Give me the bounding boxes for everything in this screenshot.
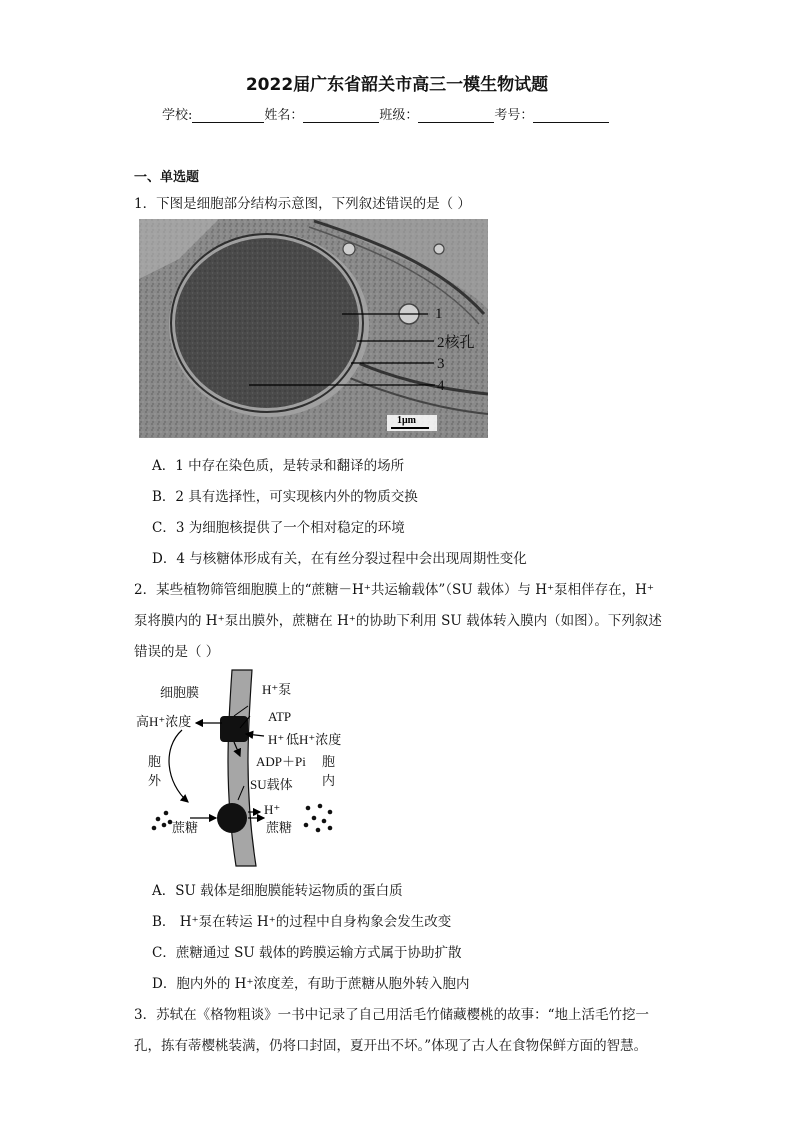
sucrose-dots-outside xyxy=(152,811,173,831)
fig1-label-2: 2核孔 xyxy=(437,335,475,351)
q2-option-a[interactable]: A．SU 载体是细胞膜能转运物质的蛋白质 xyxy=(152,883,403,899)
q3-line-1: 3．苏轼在《格物粗谈》一书中记录了自己用活毛竹储藏樱桃的故事：“地上活毛竹挖一 xyxy=(134,1007,649,1023)
name-label: 姓名： xyxy=(264,108,304,123)
q2-option-c[interactable]: C．蔗糖通过 SU 载体的跨膜运输方式属于协助扩散 xyxy=(152,945,462,961)
q2-stem-line-1: 2．某些植物筛管细胞膜上的“蔗糖－H⁺共运输载体”（SU 载体）与 H⁺泵相伴存在，H⁺ xyxy=(134,582,655,598)
fig1-label-4: 4 xyxy=(437,378,445,394)
nucleus xyxy=(175,238,359,408)
id-label: 考号： xyxy=(494,108,534,123)
h-pump-protein xyxy=(220,716,248,742)
q2-stem-line-2: 泵将膜内的 H⁺泵出膜外，蔗糖在 H⁺的协助下利用 SU 载体转入膜内（如图）。下列叙述 xyxy=(134,613,662,629)
label-atp: ATP xyxy=(268,709,292,724)
cell-micrograph-figure xyxy=(139,219,488,438)
label-sucrose-outside: 蔗糖 xyxy=(172,820,199,835)
label-inside-2: 内 xyxy=(322,773,336,788)
student-info-line xyxy=(162,104,609,123)
page-title: 2022届广东省韶关市高三一模生物试题 xyxy=(245,75,549,95)
school-label: 学校: xyxy=(162,108,193,123)
id-field[interactable] xyxy=(533,108,609,123)
class-field[interactable] xyxy=(418,108,494,123)
q1-option-a[interactable]: A．1 中存在染色质，是转录和翻译的场所 xyxy=(152,458,405,474)
school-field[interactable] xyxy=(192,108,264,123)
label-h-in: H⁺ xyxy=(264,802,281,817)
section-title: 一、单选题 xyxy=(134,170,200,185)
label-outside-2: 外 xyxy=(148,773,162,788)
q1-option-c[interactable]: C．3 为细胞核提供了一个相对稳定的环境 xyxy=(152,520,405,536)
q1-option-d[interactable]: D．4 与核糖体形成有关，在有丝分裂过程中会出现周期性变化 xyxy=(152,551,527,567)
label-high-h: 高H⁺浓度 xyxy=(136,714,192,729)
label-inside-1: 胞 xyxy=(322,754,336,769)
q2-option-b[interactable]: B． H⁺泵在转运 H⁺的过程中自身构象会发生改变 xyxy=(152,914,452,930)
q1-stem: 1．下图是细胞部分结构示意图，下列叙述错误的是（ ） xyxy=(134,196,471,212)
label-adp-pi: ADP＋Pi xyxy=(256,754,306,769)
label-su-carrier: SU载体 xyxy=(250,777,293,792)
label-sucrose-inside: 蔗糖 xyxy=(266,820,293,835)
q3-line-2: 孔，拣有蒂樱桃装满，仍将口封固，夏开出不坏。”体现了古人在食物保鲜方面的智慧。 xyxy=(134,1038,648,1054)
q1-option-b[interactable]: B．2 具有选择性，可实现核内外的物质交换 xyxy=(152,489,418,505)
label-low-h: 低H⁺浓度 xyxy=(286,732,342,747)
fig1-label-1: 1 xyxy=(435,306,443,322)
sucrose-dots-inside xyxy=(304,804,333,833)
membrane-transport-diagram xyxy=(130,668,350,868)
class-label: 班级： xyxy=(379,108,419,123)
scale-bar-label: 1μm xyxy=(397,415,416,426)
q2-option-d[interactable]: D．胞内外的 H⁺浓度差，有助于蔗糖从胞外转入胞内 xyxy=(152,976,470,992)
su-carrier-protein xyxy=(217,803,247,833)
cell-membrane xyxy=(228,670,256,866)
q2-stem-line-3: 错误的是（ ） xyxy=(134,644,220,660)
label-outside-1: 胞 xyxy=(148,754,162,769)
fig1-label-3: 3 xyxy=(437,356,445,372)
label-h-pump: H⁺泵 xyxy=(262,682,292,697)
label-cell-membrane: 细胞膜 xyxy=(160,685,200,700)
name-field[interactable] xyxy=(303,108,379,123)
label-h-ion: H⁺ xyxy=(268,732,285,747)
